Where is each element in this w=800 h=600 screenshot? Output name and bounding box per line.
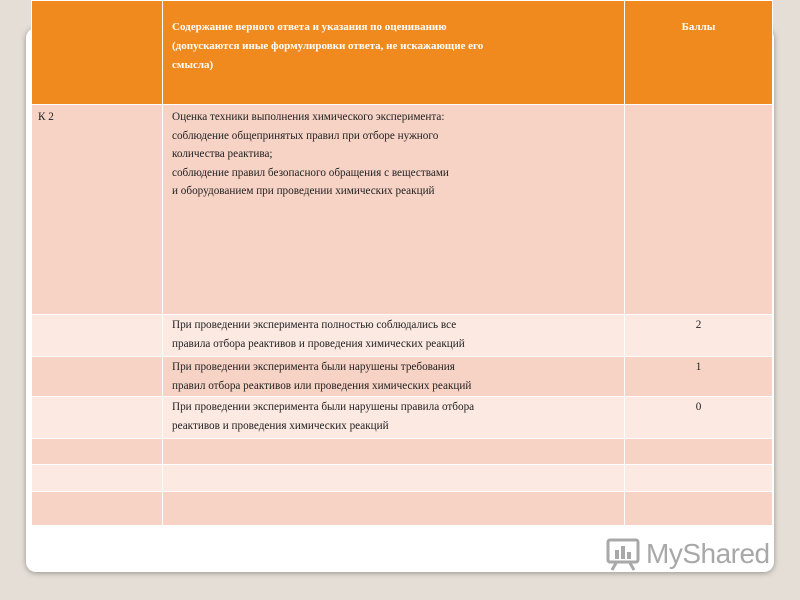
- row-code-cell: [32, 397, 163, 439]
- empty-cell: [32, 492, 163, 526]
- empty-cell: [625, 439, 773, 465]
- table-row: [32, 357, 773, 397]
- criterion-row: [32, 105, 773, 315]
- table-row: [32, 397, 773, 439]
- empty-cell: [625, 465, 773, 492]
- row-line: При проведении эксперимента были нарушены правила отбора: [172, 401, 475, 413]
- row-code-cell: [32, 357, 163, 397]
- header-line-1: Содержание верного ответа и указания по оцениванию: [172, 21, 447, 33]
- header-line-3: смысла): [172, 59, 214, 71]
- row-line: реактивов и проведения химических реакций: [172, 419, 389, 432]
- watermark-text: MyShared: [646, 538, 770, 569]
- row-description: [163, 357, 625, 397]
- empty-row: [32, 439, 773, 465]
- criterion-line-5: и оборудованием при проведении химических реакций: [172, 185, 435, 197]
- criterion-description: [163, 105, 625, 315]
- row-score: 2: [625, 315, 773, 357]
- myshared-watermark: [606, 534, 770, 574]
- header-content-cell: [163, 1, 625, 105]
- row-score: 0: [625, 397, 773, 439]
- criterion-line-4: соблюдение правил безопасного обращения с веществами: [172, 166, 449, 179]
- criterion-code: К 2: [32, 105, 163, 315]
- criterion-line-1: Оценка техники выполнения химического эксперимента:: [172, 111, 445, 123]
- empty-cell: [163, 465, 625, 492]
- row-line: правила отбора реактивов и проведения химических реакций: [172, 337, 465, 350]
- header-code-cell: [32, 1, 163, 105]
- row-description: [163, 397, 625, 439]
- empty-cell: [32, 465, 163, 492]
- header-score-cell: Баллы: [625, 1, 773, 105]
- row-score: 1: [625, 357, 773, 397]
- empty-cell: [163, 439, 625, 465]
- grading-table: [31, 0, 773, 526]
- row-line: правил отбора реактивов или проведения химических реакций: [172, 379, 472, 392]
- header-line-2: (допускаются иные формулировки ответа, не искажающие его: [172, 40, 484, 52]
- row-code-cell: [32, 315, 163, 357]
- criterion-line-3: количества реактива;: [172, 148, 273, 160]
- table-header-row: [32, 1, 773, 105]
- criterion-score: [625, 105, 773, 315]
- row-line: При проведении эксперимента были нарушены требования: [172, 361, 455, 373]
- empty-row: [32, 492, 773, 526]
- myshared-logo-icon: [606, 537, 642, 571]
- row-description: [163, 315, 625, 357]
- empty-cell: [32, 439, 163, 465]
- empty-cell: [163, 492, 625, 526]
- row-line: При проведении эксперимента полностью соблюдались все: [172, 319, 457, 331]
- empty-cell: [625, 492, 773, 526]
- table-row: [32, 315, 773, 357]
- empty-row: [32, 465, 773, 492]
- criterion-line-2: соблюдение общепринятых правил при отборе нужного: [172, 129, 439, 142]
